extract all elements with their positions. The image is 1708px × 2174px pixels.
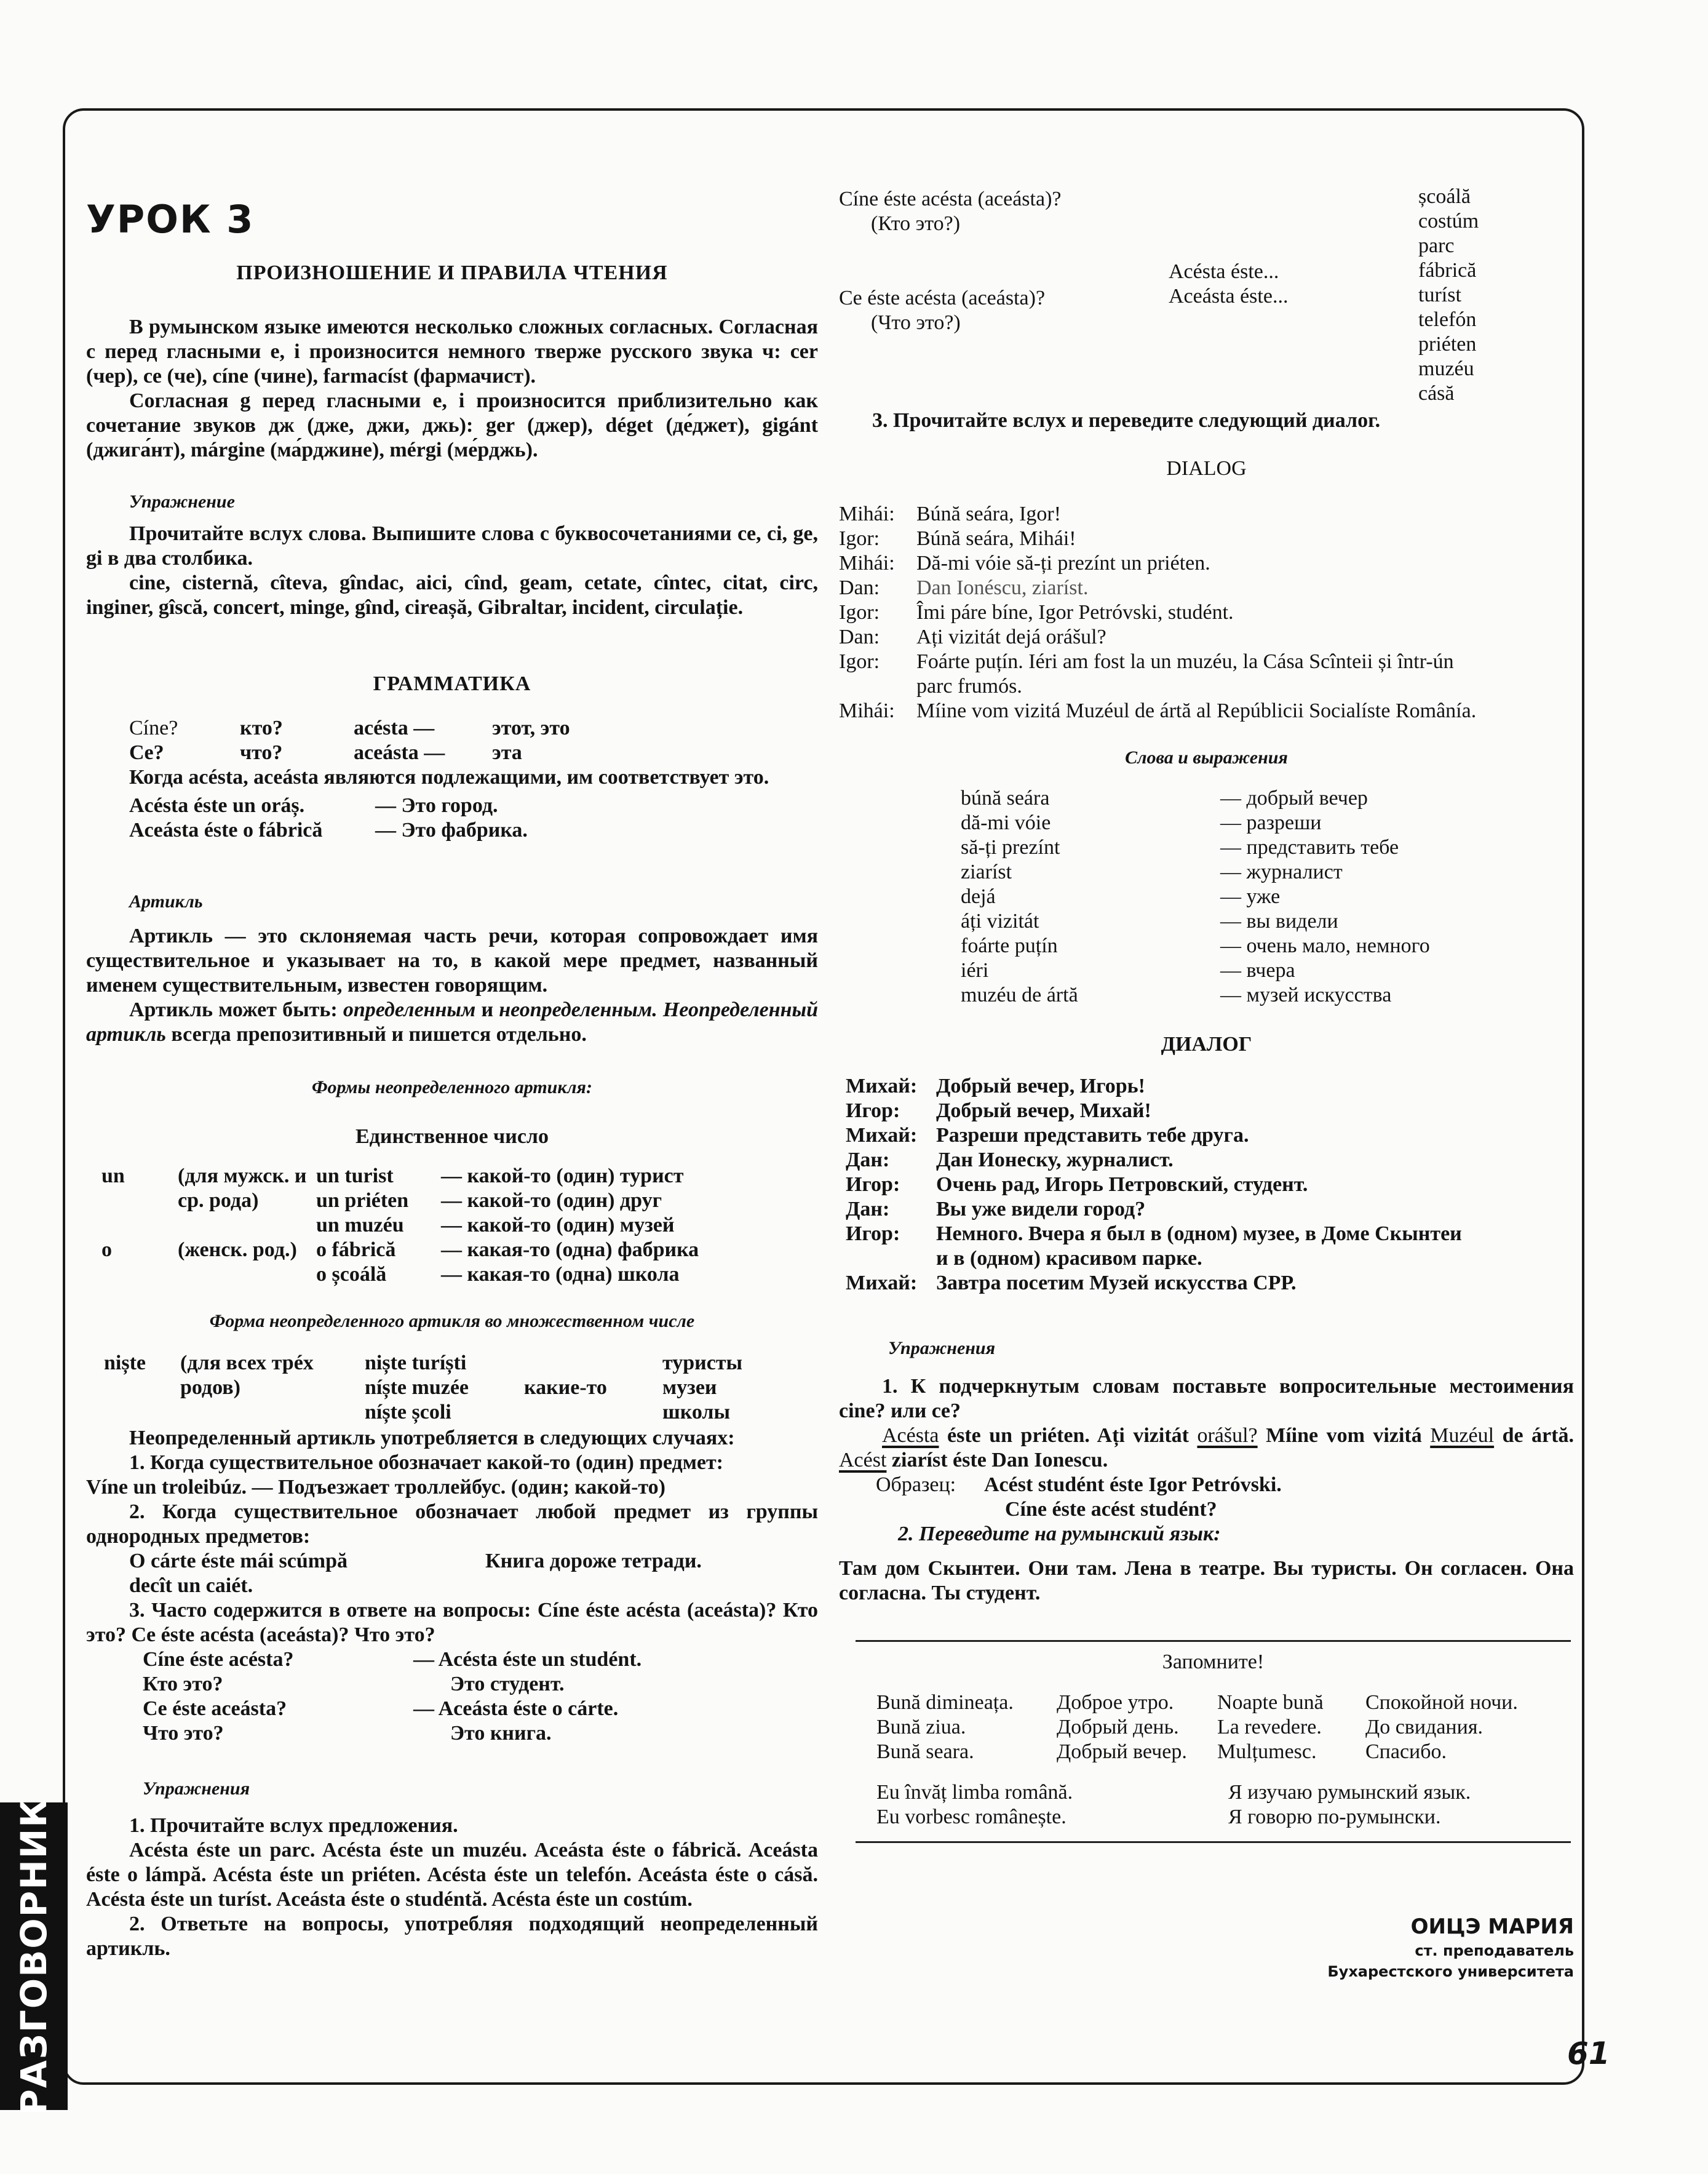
utterance: Dă-mi vóie să-ți prezínt un priéten. xyxy=(916,552,1210,575)
vocab-item xyxy=(839,811,1574,835)
remember-heading: Запомните! xyxy=(1162,1650,1265,1673)
cell: acésta — xyxy=(354,717,435,739)
vocabulary-list xyxy=(839,786,1574,1008)
cell: Mulțumesc. xyxy=(1217,1740,1317,1763)
dialog-line xyxy=(839,674,1574,699)
dialog-line xyxy=(839,1173,1574,1197)
table-row xyxy=(86,1262,818,1287)
text: Míine vom vizitá xyxy=(1257,1424,1431,1447)
text: определенным xyxy=(343,998,476,1021)
text: de ártă. xyxy=(1494,1424,1574,1447)
utterance: Добрый вечер, Михай! xyxy=(936,1099,1151,1122)
cell: decît un caiét. xyxy=(129,1574,253,1597)
table-row xyxy=(86,1164,818,1189)
cell: Добрый вечер. xyxy=(1057,1740,1187,1763)
cell: Я говорю по-румынски. xyxy=(1228,1806,1441,1828)
article-heading: Артикль xyxy=(129,891,203,912)
plural-heading: Форма неопределенного артикля во множественном числе xyxy=(209,1311,695,1331)
table-row xyxy=(839,1780,1574,1805)
cell: Bună ziua. xyxy=(876,1716,966,1738)
question-translation: (Что это?) xyxy=(871,311,961,334)
exercise-task: 1. Прочитайте вслух предложения. xyxy=(129,1814,458,1837)
speaker: Dan: xyxy=(839,576,880,599)
dialog-line xyxy=(839,1271,1574,1296)
cell: — Aceásta éste o cárte. xyxy=(413,1697,619,1720)
utterance: Добрый вечер, Игорь! xyxy=(936,1075,1145,1097)
cell: Я изучаю румынский язык. xyxy=(1228,1781,1471,1804)
cell: Ce éste aceásta? xyxy=(143,1697,287,1720)
noun: fábrică xyxy=(1418,259,1477,282)
vocab-item xyxy=(839,835,1574,860)
cell: школы xyxy=(662,1401,731,1423)
speaker: Igor: xyxy=(839,527,880,550)
cell: Это книга. xyxy=(450,1722,552,1745)
table-row xyxy=(86,794,818,818)
example: Víne un troleibúz. — Подъезжает троллейбус. (один; какой-то) xyxy=(86,1476,665,1499)
speaker: Igor: xyxy=(839,650,880,673)
section-tab xyxy=(0,1797,68,2116)
cell: un xyxy=(101,1165,125,1187)
cell: un priéten xyxy=(316,1189,409,1212)
dialog-line xyxy=(839,1148,1574,1173)
speaker: Михай: xyxy=(846,1124,918,1147)
speaker: Mihái: xyxy=(839,552,895,575)
cell: — какой-то (один) турист xyxy=(441,1165,684,1187)
sample-row xyxy=(839,1473,1574,1497)
speaker: Дан: xyxy=(846,1198,890,1220)
exercises-right xyxy=(839,1374,1574,1606)
table-row xyxy=(839,1805,1574,1830)
table-row xyxy=(86,716,818,741)
vocab-item xyxy=(839,885,1574,909)
dialog-ru-heading: ДИАЛОГ xyxy=(1161,1033,1252,1056)
utterance: Búnă seára, Igor! xyxy=(916,503,1062,525)
noun: cásă xyxy=(1418,382,1455,405)
speaker: Игор: xyxy=(846,1222,900,1245)
table-row xyxy=(86,741,818,765)
underlined-word: Muzéul xyxy=(1430,1424,1495,1447)
term: iéri xyxy=(961,959,989,982)
exercises-heading: Упражнения xyxy=(143,1778,250,1799)
translation: — вчера xyxy=(1220,959,1295,982)
dialog-line xyxy=(839,1222,1574,1246)
plural-table xyxy=(86,1351,818,1425)
speaker: Mihái: xyxy=(839,699,895,722)
table-row xyxy=(86,1351,818,1376)
term: áți vizitát xyxy=(961,910,1039,933)
term: dejá xyxy=(961,885,996,908)
cell: Спокойной ночи. xyxy=(1365,1691,1518,1714)
cell: (женск. род.) xyxy=(178,1238,297,1261)
dialog-heading: DIALOG xyxy=(1166,457,1247,480)
speaker: Игор: xyxy=(846,1099,900,1122)
lesson-title: УРОК 3 xyxy=(86,197,255,242)
utterance: Foárte puțín. Iéri am fost la un muzéu, la Cása Scînteii și într-ún xyxy=(916,650,1454,673)
utterance: Míine vom vizitá Muzéul de ártă al Repúblicii Socialíste Româníа. xyxy=(916,699,1477,722)
cell: aceásta — xyxy=(354,741,445,764)
text: и xyxy=(475,998,499,1021)
cell: Bună dimineața. xyxy=(876,1691,1014,1714)
translation: — уже xyxy=(1220,885,1281,908)
sample-text: Cíne éste acést studént? xyxy=(1005,1498,1217,1521)
translation: — журналист xyxy=(1220,861,1343,883)
question: Ce éste acésta (aceásta)? xyxy=(839,287,1046,309)
paragraph: В румынском языке имеются несколько сложных согласных. Согласная с перед гласными е, i произносится немного тверже русского звука ч: cer (чер), ce (че), cíne (чине), farmacíst (фармачист). xyxy=(86,316,818,388)
question: Cíne éste acésta (aceásta)? xyxy=(839,188,1062,210)
sample-row xyxy=(839,1497,1574,1522)
speaker: Михай: xyxy=(846,1272,918,1294)
noun: parc xyxy=(1418,234,1455,257)
term: să-ți prezínt xyxy=(961,836,1060,859)
utterance: Дан Ионеску, журналист. xyxy=(936,1149,1174,1171)
dialog-line xyxy=(839,576,1574,600)
utterance: parc frumós. xyxy=(916,675,1022,698)
cell: Что это? xyxy=(143,1722,224,1745)
sample-text: Acést studént éste Igor Petróvski. xyxy=(984,1473,1282,1496)
table-row xyxy=(86,1213,818,1238)
term: búnă seára xyxy=(961,787,1050,810)
vocab-item xyxy=(839,958,1574,983)
cell: o fábrică xyxy=(316,1238,396,1261)
exercises-left xyxy=(86,1814,818,1961)
cell: Acésta éste un oráș. xyxy=(129,794,305,817)
paragraph: 2. Когда существительное обозначает любой предмет из группы однородных предметов: xyxy=(86,1500,818,1548)
exercise-text xyxy=(86,522,818,620)
singular-heading: Единственное число xyxy=(355,1125,549,1148)
term: dă-mi vóie xyxy=(961,811,1051,834)
cell: кто? xyxy=(240,717,283,739)
paragraph: Неопределенный артикль употребляется в следующих случаях: xyxy=(129,1427,735,1449)
grammar-note: Когда acésta, aceásta являются подлежащими, им соответствует это. xyxy=(129,766,769,789)
exercises-heading: Упражнения xyxy=(888,1338,996,1358)
text: неопределенным. Неопределенный артикль xyxy=(86,998,818,1046)
cell: O cárte éste mái scúmpă xyxy=(129,1550,348,1572)
cell: — Это фабрика. xyxy=(375,819,528,842)
utterance: Búnă seára, Mihái! xyxy=(916,527,1076,550)
vocab-item xyxy=(839,786,1574,811)
dialog-line xyxy=(839,625,1574,650)
cell: niște xyxy=(104,1352,146,1374)
vocab-item xyxy=(839,934,1574,958)
cell: Eu învăț limba română. xyxy=(876,1781,1073,1804)
utterance: Dan Ionéscu, ziaríst. xyxy=(916,576,1089,599)
utterance: Разреши представить тебе друга. xyxy=(936,1124,1249,1147)
cell: этот, это xyxy=(492,717,570,739)
answer: Acésta éste... xyxy=(1169,260,1279,283)
cell: что? xyxy=(240,741,283,764)
text: ziaríst éste Dan Ionescu. xyxy=(886,1449,1108,1471)
cell: До свидания. xyxy=(1365,1716,1483,1738)
paragraph xyxy=(86,998,818,1047)
utterance: Îmi páre bíne, Igor Petróvski, studént. xyxy=(916,601,1234,624)
sample-label: Образец: xyxy=(876,1473,956,1496)
cell: эта xyxy=(492,741,522,764)
section-tab-label: РАЗГОВОРНИК xyxy=(13,1797,55,2116)
cell: — какой-то (один) музей xyxy=(441,1214,675,1236)
cell: Доброе утро. xyxy=(1057,1691,1174,1714)
table-row xyxy=(839,1740,1574,1764)
translation: — музей искусства xyxy=(1220,984,1392,1006)
cell: o școálă xyxy=(316,1263,387,1286)
dialog-line xyxy=(839,1123,1574,1148)
dialog-line xyxy=(839,1099,1574,1123)
author-organization: Бухарестского университета xyxy=(1327,1963,1574,1980)
exercise-task: 2. Переведите на румынский язык: xyxy=(898,1523,1221,1545)
table-row xyxy=(86,818,818,843)
speaker: Михай: xyxy=(846,1075,918,1097)
exercise-task: 1. К подчеркнутым словам поставьте вопросительные местоимения cine? или ce? xyxy=(839,1375,1574,1422)
paragraph: Артикль — это склоняемая часть речи, которая сопровождает имя существительное и указывает на то, в какой мере предмет, названный именем существительным, известен говорящим. xyxy=(86,925,818,997)
dialog-line xyxy=(839,1074,1574,1099)
table-row xyxy=(839,1690,1574,1715)
table-row xyxy=(86,1721,818,1746)
vocab-item xyxy=(839,860,1574,885)
term: foárte puțín xyxy=(961,934,1058,957)
cell: Кто это? xyxy=(143,1673,223,1695)
cell: (для мужск. и xyxy=(178,1165,307,1187)
vocab-item xyxy=(839,909,1574,934)
cell: Cíne éste acésta? xyxy=(143,1648,294,1671)
speaker: Дан: xyxy=(846,1149,890,1171)
article-text xyxy=(86,924,818,1047)
pronoun-table xyxy=(86,716,818,843)
exercise-heading: Упражнение xyxy=(129,492,235,512)
speaker: Dan: xyxy=(839,626,880,648)
exercise-task: 2. Ответьте на вопросы, употребляя подходящий неопределенный артикль. xyxy=(86,1913,818,1960)
text: Артикль может быть: xyxy=(129,998,343,1021)
exercise-text: Acésta éste un parc. Acésta éste un muzéu. Aceásta éste o fábrică. Aceásta éste o lámpă. Acésta éste un priéten. Acésta éste un telefón. Aceásta éste o cásă. Acésta éste un turíst. Aceásta éste o studéntă. Acésta éste un costúm. xyxy=(86,1839,818,1911)
cell: La revedere. xyxy=(1217,1716,1322,1738)
utterance: Завтра посетим Музей искусства СРР. xyxy=(936,1272,1297,1294)
cell: музеи xyxy=(662,1376,717,1399)
cell: какие-то xyxy=(524,1376,607,1399)
cell: Cíne? xyxy=(129,717,178,739)
table-row xyxy=(86,1189,818,1213)
noun: telefón xyxy=(1418,308,1477,331)
term: ziaríst xyxy=(961,861,1012,883)
utterance: Ați vizitát dejá orášul? xyxy=(916,626,1106,648)
page-number: 61 xyxy=(1567,2036,1610,2071)
cell: туристы xyxy=(662,1352,743,1374)
translation: — добрый вечер xyxy=(1220,787,1368,810)
table-row xyxy=(86,1574,818,1598)
cell: — какая-то (одна) школа xyxy=(441,1263,680,1286)
noun: școálă xyxy=(1418,185,1471,208)
dialog-line xyxy=(839,699,1574,723)
pronunciation-heading: ПРОИЗНОШЕНИЕ И ПРАВИЛА ЧТЕНИЯ xyxy=(236,261,668,284)
forms-heading: Формы неопределенного артикля: xyxy=(311,1077,593,1097)
grammar-heading: ГРАММАТИКА xyxy=(373,672,531,695)
cell: un muzéu xyxy=(316,1214,404,1236)
underlined-word: Acésta xyxy=(882,1424,939,1447)
exercise-words: cine, cisternă, cîteva, gîndac, aici, cînd, geam, cetate, cîntec, citat, circ, inginer, gîscă, concert, minge, gînd, cireașă, Gibraltar, incident, circulație. xyxy=(86,571,818,619)
dialog-line xyxy=(839,1197,1574,1222)
exercise-sentences xyxy=(839,1423,1574,1473)
cell: Добрый день. xyxy=(1057,1716,1179,1738)
cell: Aceásta éste o fábrică xyxy=(129,819,323,842)
table-row xyxy=(839,1715,1574,1740)
table-row xyxy=(86,1400,818,1425)
noun: turíst xyxy=(1418,284,1461,306)
table-row xyxy=(86,1672,818,1697)
noun-list xyxy=(1418,185,1479,406)
cell: Спасибо. xyxy=(1365,1740,1447,1763)
task: 3. Прочитайте вслух и переведите следующий диалог. xyxy=(872,409,1381,432)
cell: Noapte bună xyxy=(1217,1691,1324,1714)
dialog xyxy=(839,502,1574,723)
cell: o xyxy=(101,1238,112,1261)
cell: родов) xyxy=(180,1376,240,1399)
translation: — представить тебе xyxy=(1220,836,1399,859)
exercise-task: Прочитайте вслух слова. Выпишите слова с буквосочетаниями ce, ci, ge, gi в два столбика. xyxy=(86,522,818,570)
cell: Eu vorbesc românește. xyxy=(876,1806,1067,1828)
cell: Это студент. xyxy=(450,1673,565,1695)
noun: priéten xyxy=(1418,333,1477,356)
dialog-line xyxy=(839,650,1574,674)
cell: níște școli xyxy=(365,1401,451,1423)
speaker: Igor: xyxy=(839,601,880,624)
divider xyxy=(856,1841,1571,1843)
underlined-word: Acést xyxy=(839,1449,887,1471)
table-row xyxy=(86,1549,818,1574)
utterance: Немного. Вчера я был в (одном) музее, в Доме Скынтеи xyxy=(936,1222,1462,1245)
cell: — Это город. xyxy=(375,794,498,817)
speaker: Mihái: xyxy=(839,503,895,525)
text: всегда препозитивный и пишется отдельно. xyxy=(165,1023,587,1046)
vocabulary-heading: Слова и выражения xyxy=(1125,747,1288,768)
translation: — очень мало, немного xyxy=(1220,934,1430,957)
usage-section xyxy=(86,1426,818,1746)
speaker: Игор: xyxy=(846,1173,900,1196)
author-name: ОИЦЭ МАРИЯ xyxy=(1410,1914,1574,1939)
answer: Aceásta éste... xyxy=(1169,285,1289,308)
cell: niște turíști xyxy=(365,1352,467,1374)
dialog-line xyxy=(839,527,1574,551)
utterance: Вы уже видели город? xyxy=(936,1198,1146,1220)
table-row xyxy=(86,1697,818,1721)
paragraph: Согласная g перед гласными е, i произносится приблизительно как сочетание звуков дж (дже, джи, джь): ger (джер), déget (де́джет), gigánt (джига́нт), márgine (ма́рджине), mérgi (ме́рджь). xyxy=(86,389,818,461)
paragraph: 1. Когда существительное обозначает какой-то (один) предмет: xyxy=(129,1451,723,1474)
utterance: и в (одном) красивом парке. xyxy=(936,1247,1202,1270)
noun: costúm xyxy=(1418,210,1479,233)
table-row xyxy=(86,1376,818,1400)
cell: un turist xyxy=(316,1165,394,1187)
dialog-line xyxy=(839,551,1574,576)
translation: — разреши xyxy=(1220,811,1322,834)
cell: (для всех трéх xyxy=(180,1352,314,1374)
cell: — Acésta éste un studént. xyxy=(413,1648,642,1671)
author-position: ст. преподаватель xyxy=(1415,1942,1574,1959)
cell: Ce? xyxy=(129,741,164,764)
vocab-item xyxy=(839,983,1574,1008)
author-block xyxy=(1327,1913,1574,1982)
pronunciation-text xyxy=(86,315,818,463)
underlined-word: orášul? xyxy=(1197,1424,1258,1447)
dialog-ru xyxy=(839,1074,1574,1296)
term: muzéu de ártă xyxy=(961,984,1078,1006)
dialog-line xyxy=(839,502,1574,527)
remember-table xyxy=(839,1690,1574,1830)
cell: — какая-то (одна) фабрика xyxy=(441,1238,699,1261)
singular-table xyxy=(86,1164,818,1287)
question-translation: (Кто это?) xyxy=(871,212,961,235)
cell: ср. рода) xyxy=(178,1189,259,1212)
dialog-line xyxy=(839,1246,1574,1271)
cell: — какой-то (один) друг xyxy=(441,1189,662,1212)
text: éste un priéten. Ați vizitát xyxy=(939,1424,1198,1447)
translation: — вы видели xyxy=(1220,910,1338,933)
exercise-text: Там дом Скынтеи. Они там. Лена в театре. Вы туристы. Он согласен. Она согласна. Ты студент. xyxy=(839,1557,1574,1604)
table-row xyxy=(86,1238,818,1262)
paragraph: 3. Часто содержится в ответе на вопросы: Cíne éste acésta (aceásta)? Кто это? Ce éste acésta (aceásta)? Что это? xyxy=(86,1599,818,1646)
dialog-line xyxy=(839,600,1574,625)
divider xyxy=(856,1640,1571,1642)
utterance: Очень рад, Игорь Петровский, студент. xyxy=(936,1173,1308,1196)
noun: muzéu xyxy=(1418,357,1474,380)
cell: Bună seara. xyxy=(876,1740,974,1763)
cell: Книга дороже тетради. xyxy=(485,1550,702,1572)
table-row xyxy=(86,1647,818,1672)
cell: níște muzée xyxy=(365,1376,469,1399)
